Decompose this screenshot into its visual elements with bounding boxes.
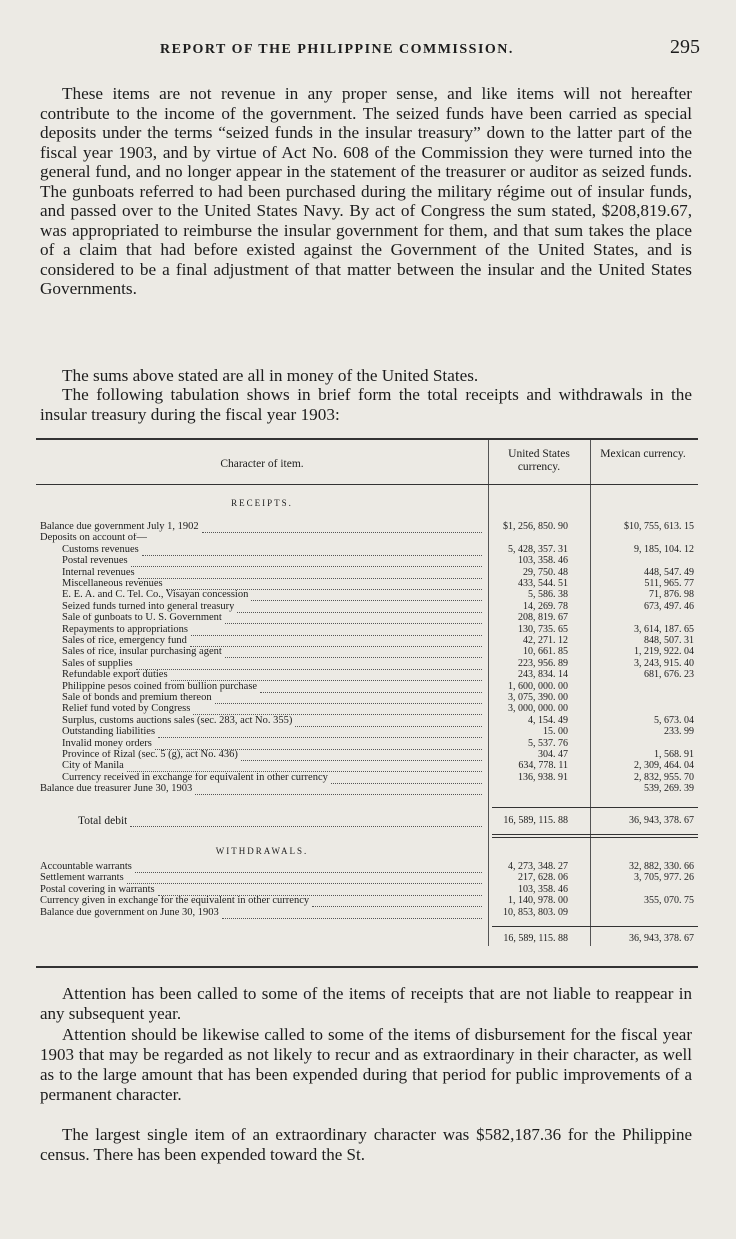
total-credit-us: 16, 589, 115. 88 <box>503 933 568 944</box>
row-us-value: 3, 000, 000. 00 <box>508 703 568 715</box>
leader-dots <box>138 568 482 579</box>
paragraph-receipts-note: Attention has been called to some of the items of receipts that are not liable to reappear in any subsequent year. <box>40 984 692 1023</box>
row-us-value: 15. 00 <box>543 726 568 738</box>
row-item-label: Refundable export duties <box>62 670 168 681</box>
row-item-label: Repayments to appropriations <box>62 624 188 635</box>
table-row <box>36 885 698 895</box>
leader-dots <box>136 659 482 670</box>
row-us-value: 1, 140, 978. 00 <box>508 895 568 907</box>
table-row <box>36 739 698 749</box>
row-item-label: Sales of rice, emergency fund <box>62 636 187 646</box>
table-row <box>36 659 698 669</box>
running-title: REPORT OF THE PHILIPPINE COMMISSION. <box>160 42 514 57</box>
row-us-value: 10, 853, 803. 09 <box>503 906 568 918</box>
row-item-label: Currency given in exchange for the equivalent in other currency <box>40 896 310 907</box>
row-us-value: 223, 956. 89 <box>518 657 568 669</box>
table-row <box>36 773 698 783</box>
row-mx-value: 233. 99 <box>664 726 694 738</box>
leader-dots <box>225 647 482 658</box>
leader-dots <box>312 896 482 907</box>
row-mx-value: 673, 497. 46 <box>644 600 694 612</box>
row-item-label: Sale of gunboats to U. S. Government <box>62 613 222 624</box>
row-us-value: 103, 358. 46 <box>518 883 568 895</box>
row-mx-value: 511, 965. 77 <box>644 578 694 589</box>
table-row <box>36 556 698 566</box>
row-us-value: 42, 271. 12 <box>523 635 568 646</box>
row-us-value: 130, 735. 65 <box>518 623 568 635</box>
leader-dots <box>127 873 482 884</box>
row-mx-value: 2, 832, 955. 70 <box>634 771 694 783</box>
row-mx-value: $10, 755, 613. 15 <box>624 521 694 532</box>
receipts-section-label: RECEIPTS. <box>231 498 293 508</box>
row-us-value: 5, 586. 38 <box>528 589 568 601</box>
row-item-label: Sales of supplies <box>62 658 133 669</box>
row-us-value: 136, 938. 91 <box>518 771 568 783</box>
row-mx-value: 3, 614, 187. 65 <box>634 623 694 635</box>
leader-dots <box>222 908 482 919</box>
row-us-value: 10, 661. 85 <box>523 646 568 658</box>
table-row <box>36 602 698 612</box>
table-row <box>36 636 698 646</box>
total-debit-mx: 36, 943, 378. 67 <box>629 815 694 826</box>
row-us-value: 4, 154. 49 <box>528 714 568 726</box>
total-debit-label: Total debit <box>78 816 128 827</box>
paragraph-disbursement-note: Attention should be likewise called to some of the items of disbursement for the fiscal year 1903 that may be regarded as not likely to recur and as extraordinary in their character, as well as to the large amount that has been expended during that period for public improvements of a permanent character. <box>40 1025 692 1104</box>
total-debit-rule <box>492 834 698 835</box>
row-us-value: 103, 358. 46 <box>518 555 568 567</box>
row-item-label: Internal revenues <box>62 567 135 578</box>
header-bottom-rule <box>36 484 698 485</box>
total-debit-rule-double <box>492 837 698 838</box>
row-item-label: Philippine pesos coined from bullion purchase <box>62 681 258 692</box>
leader-dots <box>237 602 482 613</box>
row-mx-value: 539, 269. 39 <box>644 783 694 795</box>
row-item-label: Accountable warrants <box>40 862 132 872</box>
row-mx-value: 681, 676. 23 <box>644 669 694 681</box>
row-mx-value: 9, 185, 104. 12 <box>634 543 694 555</box>
leader-dots <box>131 556 482 567</box>
leader-dots <box>171 670 482 681</box>
leader-dots <box>202 522 482 533</box>
table-row <box>36 693 698 703</box>
row-mx-value: 5, 673. 04 <box>654 714 694 726</box>
row-us-value: 29, 750. 48 <box>523 566 568 578</box>
row-mx-value: 3, 243, 915. 40 <box>634 657 694 669</box>
leader-dots <box>195 784 482 795</box>
row-item-label: Settlement warrants <box>40 873 124 884</box>
table-row <box>36 727 698 737</box>
table-row <box>36 862 698 872</box>
page-header <box>60 36 700 66</box>
row-us-value: 4, 273, 348. 27 <box>508 861 568 872</box>
row-item-label: Miscellaneous revenues <box>62 579 163 589</box>
row-item-label: E. E. A. and C. Tel. Co., Visayan concession <box>62 590 249 601</box>
table-row <box>36 716 698 726</box>
table-row <box>36 568 698 578</box>
table-row <box>36 579 698 589</box>
table-row <box>36 670 698 680</box>
row-us-value: 1, 600, 000. 00 <box>508 680 568 692</box>
table-row <box>36 682 698 692</box>
paragraph-census-note: The largest single item of an extraordinary character was $582,187.36 for the Philippine census. There has been expended toward the St. <box>40 1125 692 1164</box>
table-bottom-rule <box>36 966 698 968</box>
table-top-rule <box>36 438 698 440</box>
row-item-label: Surplus, customs auctions sales (sec. 283, act No. 355) <box>62 715 293 726</box>
row-us-value: $1, 256, 850. 90 <box>503 521 568 532</box>
row-mx-value: 848, 507. 31 <box>644 635 694 646</box>
row-mx-value: 1, 568. 91 <box>654 749 694 760</box>
paragraph-seized-funds: These items are not revenue in any proper sense, and like items will not hereafter contribute to the income of the government. The seized funds have been carried as special deposits under the terms “seized funds in the insular treasury” down to the latter part of the fiscal year 1903, and by virtue of Act No. 608 of the Commission they were turned into the general fund, and no longer appear in the statement of the treasurer or auditor as seized funds. The gunboats referred to had been purchased during the military régime out of insular funds, and passed over to the United States Navy. By act of Congress the sum stated, $208,819.67, was appropriated to reimburse the insular government for them, and that sum takes the place of a claim that had before existed against the Government of the United States, and is considered to be a final adjustment of that matter between the insular and the United States Governments. <box>40 84 692 298</box>
leader-dots <box>295 716 482 727</box>
row-mx-value: 32, 882, 330. 66 <box>629 861 694 872</box>
table-row <box>36 908 698 918</box>
row-item-label: Balance due government July 1, 1902 <box>40 522 199 532</box>
row-item-label: Deposits on account of— <box>40 533 148 544</box>
row-item-label: Province of Rizal (sec. 5 (g), act No. 436) <box>62 750 238 760</box>
leader-dots <box>193 704 482 715</box>
row-mx-value: 1, 219, 922. 04 <box>634 646 694 658</box>
table-row <box>36 545 698 555</box>
row-item-label: Currency received in exchange for equivalent in other currency <box>62 772 328 783</box>
column-header-item: Character of item. <box>220 458 304 470</box>
row-item-label: Relief fund voted by Congress <box>62 704 191 715</box>
row-us-value: 5, 537. 76 <box>528 737 568 749</box>
total-debit-row <box>36 816 698 826</box>
row-us-value: 217, 628. 06 <box>518 872 568 884</box>
leader-dots <box>127 761 482 772</box>
table-row <box>36 590 698 600</box>
total-debit-us: 16, 589, 115. 88 <box>503 815 568 826</box>
row-item-label: Outstanding liabilities <box>62 727 156 738</box>
total-credit-row <box>36 934 698 944</box>
column-header-us-currency: United States currency. <box>508 448 570 473</box>
table-row <box>36 761 698 771</box>
row-mx-value: 2, 309, 464. 04 <box>634 760 694 772</box>
leader-dots <box>225 613 482 624</box>
row-us-value: 14, 269. 78 <box>523 600 568 612</box>
row-item-label: Seized funds turned into general treasury <box>62 601 235 612</box>
page-number: 295 <box>670 36 700 58</box>
leader-dots <box>158 727 482 738</box>
leader-dots <box>251 590 482 601</box>
table-row <box>36 522 698 532</box>
leader-dots <box>135 862 482 873</box>
row-item-label: Invalid money orders <box>62 738 152 749</box>
leader-dots <box>190 636 482 647</box>
row-us-value: 304. 47 <box>538 749 568 760</box>
row-item-label: Sale of bonds and premium thereon <box>62 693 212 703</box>
leader-dots <box>260 682 482 693</box>
row-us-value: 208, 819. 67 <box>518 612 568 624</box>
receipts-withdrawals-table <box>36 438 698 968</box>
table-row <box>36 533 698 543</box>
leader-dots <box>166 579 482 590</box>
withdrawals-section-label: WITHDRAWALS. <box>215 846 309 856</box>
withdrawal-subtotal-rule <box>492 926 698 927</box>
table-row <box>36 704 698 714</box>
paragraph-tabulation-intro: The following tabulation shows in brief form the total receipts and withdrawals in the insular treasury during the fiscal year 1903: <box>40 385 692 424</box>
row-item-label: Postal covering in warrants <box>40 884 155 895</box>
row-us-value: 634, 778. 11 <box>518 760 568 772</box>
leader-dots <box>215 693 482 704</box>
row-mx-value: 448, 547. 49 <box>644 566 694 578</box>
leader-dots <box>142 545 482 556</box>
column-header-mexican-currency: Mexican currency. <box>600 448 686 460</box>
table-row <box>36 613 698 623</box>
table-row <box>36 784 698 794</box>
row-item-label: City of Manila <box>62 761 124 772</box>
row-us-value: 5, 428, 357. 31 <box>508 543 568 555</box>
leader-dots <box>158 885 482 896</box>
row-item-label: Sales of rice, insular purchasing agent <box>62 647 222 658</box>
table-row <box>36 625 698 635</box>
paragraph-money-note: The sums above stated are all in money of the United States. <box>62 366 479 385</box>
row-us-value: 3, 075, 390. 00 <box>508 692 568 703</box>
row-us-value: 243, 834. 14 <box>518 669 568 681</box>
row-mx-value: 3, 705, 977. 26 <box>634 872 694 884</box>
leader-dots <box>130 816 482 827</box>
leader-dots <box>241 750 482 761</box>
leader-dots <box>155 739 482 750</box>
row-item-label: Customs revenues <box>62 544 139 555</box>
row-mx-value: 355, 070. 75 <box>644 895 694 907</box>
row-us-value: 433, 544. 51 <box>518 578 568 589</box>
table-row <box>36 873 698 883</box>
row-item-label: Postal revenues <box>62 556 128 567</box>
row-mx-value: 71, 876. 98 <box>649 589 694 601</box>
subtotal-rule <box>492 807 698 808</box>
table-row <box>36 750 698 760</box>
row-item-label: Balance due government on June 30, 1903 <box>40 907 219 918</box>
row-item-label: Balance due treasurer June 30, 1903 <box>40 784 193 795</box>
table-row <box>36 647 698 657</box>
table-row <box>36 896 698 906</box>
total-credit-mx: 36, 943, 378. 67 <box>629 933 694 944</box>
leader-dots <box>191 625 482 636</box>
